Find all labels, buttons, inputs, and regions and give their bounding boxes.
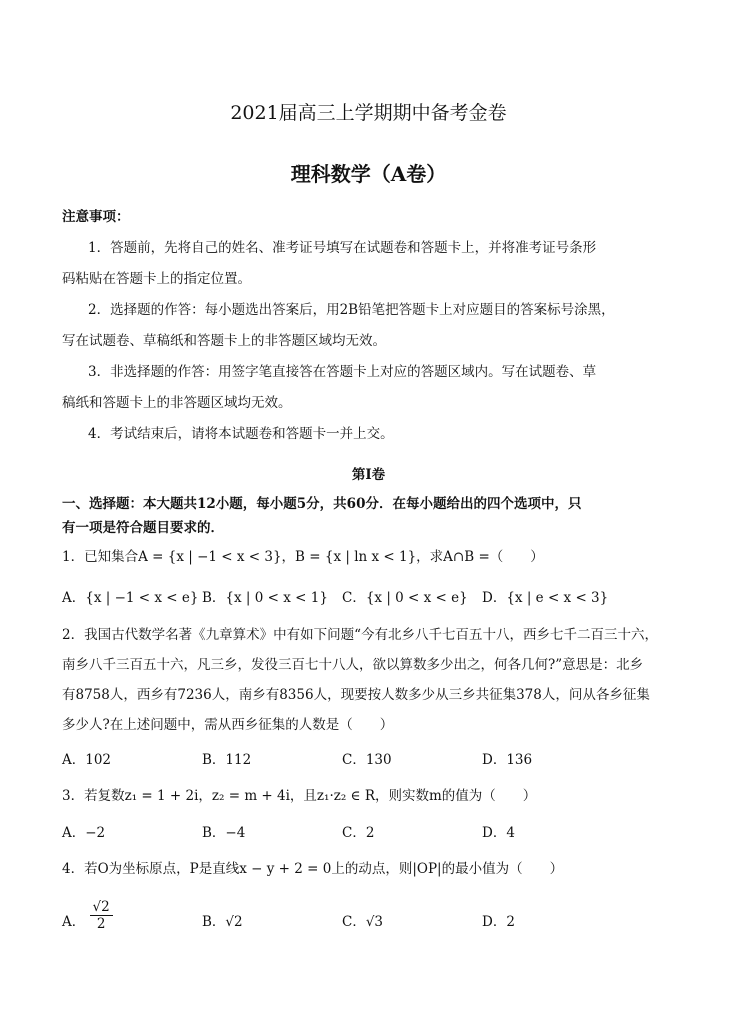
question-4-option-c: C．√3	[342, 914, 384, 930]
notice-item-1-cont: 码粘贴在答题卡上的指定位置。	[62, 271, 251, 287]
question-4-option-d: D．2	[482, 914, 515, 930]
section-instruction-2: 有一项是符合题目要求的．	[62, 520, 224, 536]
notice-item-2-cont: 写在试题卷、草稿纸和答题卡上的非答题区域均无效。	[62, 333, 386, 349]
question-4-options	[62, 898, 682, 942]
section-title: 第Ⅰ卷	[351, 467, 386, 483]
fraction-denominator: 2	[96, 916, 106, 932]
page-subtitle: 理科数学（A卷）	[290, 162, 447, 186]
question-4-option-a	[62, 899, 113, 932]
notice-item-3-cont: 稿纸和答题卡上的非答题区域均无效。	[62, 395, 292, 411]
notice-item-4: 4．考试结束后，请将本试题卷和答题卡一并上交。	[88, 426, 394, 442]
question-3-option-b: B．−4	[202, 825, 246, 841]
question-3-stem: 3．若复数z₁ = 1 + 2i，z₂ = m + 4i，且z₁·z₂ ∈ R，则实数m的值为（ ）	[62, 788, 537, 804]
question-1-option-c: C．{x | 0 < x < e}	[342, 590, 468, 606]
notice-heading: 注意事项：	[62, 209, 130, 225]
fraction-numerator: √2	[90, 899, 113, 916]
question-4-option-a-fraction	[90, 899, 113, 932]
question-1-option-b: B．{x | 0 < x < 1}	[202, 590, 328, 606]
question-2-stem-line-2: 南乡八千三百五十六，凡三乡，发役三百七十八人，欲以算数多少出之，何各几何?”意思是：北乡	[62, 657, 644, 673]
question-2-stem-line-4: 多少人?在上述问题中，需从西乡征集的人数是（ ）	[62, 717, 394, 733]
page-title: 2021届高三上学期期中备考金卷	[230, 102, 507, 124]
question-3-option-a: A．−2	[62, 825, 106, 841]
question-2-stem-line-3: 有8758人，西乡有7236人，南乡有8356人，现要按人数多少从三乡共征集378人，问从各乡征集	[62, 687, 650, 703]
question-2-option-c: C．130	[342, 752, 392, 768]
section-instruction-1: 一、选择题：本大题共12小题，每小题5分，共60分．在每小题给出的四个选项中，只	[62, 496, 582, 512]
question-2-stem-line-1: 2．我国古代数学名著《九章算术》中有如下问题“今有北乡八千七百五十八，西乡七千二百三十六，	[62, 627, 658, 643]
notice-item-1: 1．答题前，先将自己的姓名、准考证号填写在试题卷和答题卡上，并将准考证号条形	[88, 240, 597, 256]
question-1-stem: 1．已知集合A = {x | −1 < x < 3}，B = {x | ln x < 1}，求A∩B =（ ）	[62, 549, 544, 565]
question-2-option-d: D．136	[482, 752, 533, 768]
question-2-option-b: B．112	[202, 752, 252, 768]
notice-item-3: 3．非选择题的作答：用签字笔直接答在答题卡上对应的答题区域内。写在试题卷、草	[88, 364, 597, 380]
question-1-option-d: D．{x | e < x < 3}	[482, 590, 609, 606]
question-4-stem: 4．若O为坐标原点，P是直线x − y + 2 = 0上的动点，则|OP|的最小值为（ ）	[62, 861, 564, 877]
notice-item-2: 2．选择题的作答：每小题选出答案后，用2B铅笔把答题卡上对应题目的答案标号涂黑，	[88, 302, 615, 318]
question-2-option-a: A．102	[62, 752, 112, 768]
question-3-option-c: C．2	[342, 825, 375, 841]
question-4-option-b: B．√2	[202, 914, 243, 930]
question-1-option-a: A．{x | −1 < x < e}	[62, 590, 199, 606]
question-4-option-a-label: A．	[62, 914, 86, 930]
question-3-option-d: D．4	[482, 825, 515, 841]
